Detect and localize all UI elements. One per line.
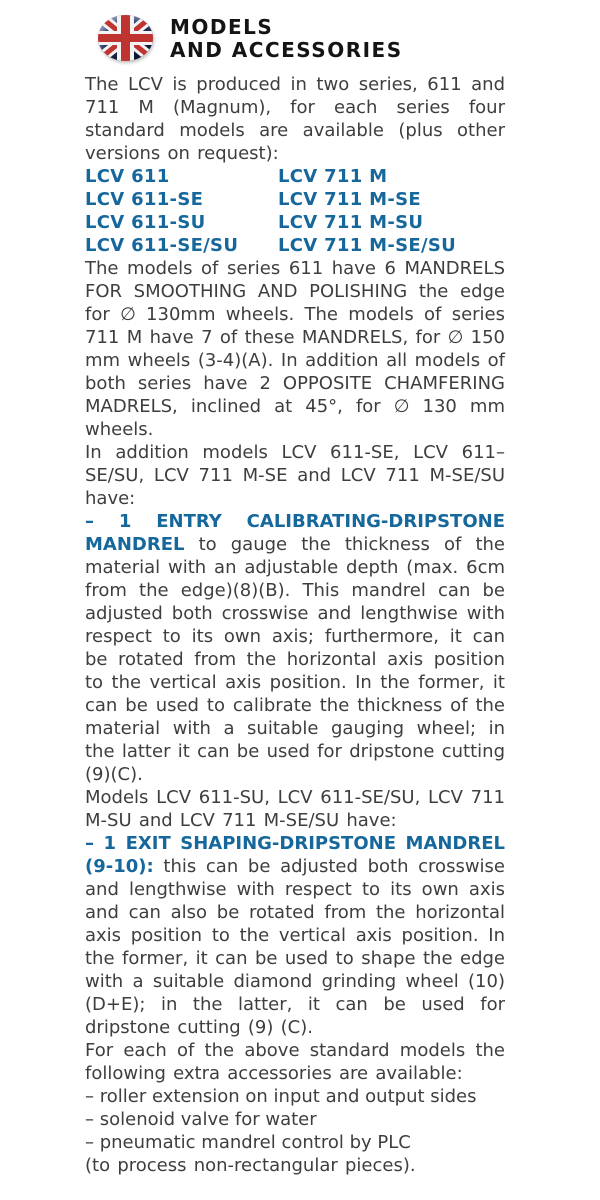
flag-cross-red [98, 34, 153, 42]
text-column [85, 73, 505, 1177]
se-models-intro-paragraph: In addition models LCV 611-SE, LCV 611–SE/SU, LCV 711 M-SE and LCV 711 M-SE/SU have: [85, 442, 505, 509]
model-name: LCV 611-SE [85, 189, 204, 210]
entry-mandrel-text: to gauge the thickness of the material with an adjustable depth (max. 6cm from the edge)(8)(B). This mandrel can be adjusted both crosswise and lengthwise with respect to its own axis; furthermore, it can be rotated from the horizontal axis position to the vertical axis position. In the former, it can be used to calibrate the thickness of the material with a suitable gauging wheel; in the latter it can be used for dripstone cutting (9)(C). [85, 534, 505, 785]
model-name: LCV 711 M-SE [278, 189, 421, 210]
page-header [98, 15, 600, 62]
model-name: LCV 711 M-SU [278, 212, 424, 233]
accessories-intro-paragraph: For each of the above standard models the following extra accessories are available: [85, 1040, 505, 1084]
model-name: LCV 611-SE/SU [85, 235, 239, 256]
entry-mandrel-paragraph [85, 510, 505, 786]
accessories-note: (to process non-rectangular pieces). [85, 1155, 416, 1176]
uk-flag-icon [98, 15, 153, 61]
exit-mandrel-paragraph [85, 832, 505, 1039]
page-title-line1: MODELS [170, 15, 274, 39]
series-info-paragraph: The models of series 611 have 6 MANDRELS FOR SMOOTHING AND POLISHING the edge for ∅ 130mm wheels. The models of series 711 M have 7 of these MANDRELS, for ∅ 150 mm wheels (3-4)(A). In addition all models of both series have 2 OPPOSITE CHAMFERING MADRELS, inclined at 45°, for ∅ 130 mm wheels. [85, 258, 505, 440]
model-name: LCV 711 M-SE/SU [278, 235, 457, 256]
accessory-item: – roller extension on input and output sides [85, 1086, 477, 1107]
accessories-list [85, 1085, 505, 1154]
model-list [85, 165, 505, 257]
model-name: LCV 611 [85, 166, 170, 187]
exit-mandrel-text: this can be adjusted both crosswise and lengthwise with respect to its own axis and can also be rotated from the horizontal axis position to the vertical axis position. In the former, it can be used to shape the edge with a suitable diamond grinding wheel (10) (D+E); in the latter, it can be used for dripstone cutting (9) (C). [85, 856, 505, 1038]
model-name: LCV 711 M [278, 166, 388, 187]
intro-paragraph: The LCV is produced in two series, 611 and 711 M (Magnum), for each series four standard models are available (plus other versions on request): [85, 74, 505, 164]
exit-mandrel-lead: – 1 EXIT SHAPING-DRIPSTONE MANDREL (9-10): [85, 833, 505, 877]
page-title-line2: AND ACCESSORIES [170, 38, 403, 62]
accessory-item: – pneumatic mandrel control by PLC [85, 1132, 411, 1153]
accessory-item: – solenoid valve for water [85, 1109, 317, 1130]
model-name: LCV 611-SU [85, 212, 206, 233]
page-title [170, 16, 403, 62]
entry-mandrel-lead: – 1 ENTRY CALIBRATING-DRIPSTONE MANDREL [85, 511, 505, 555]
su-models-intro-paragraph: Models LCV 611-SU, LCV 611-SE/SU, LCV 711 M-SU and LCV 711 M-SE/SU have: [85, 787, 505, 831]
